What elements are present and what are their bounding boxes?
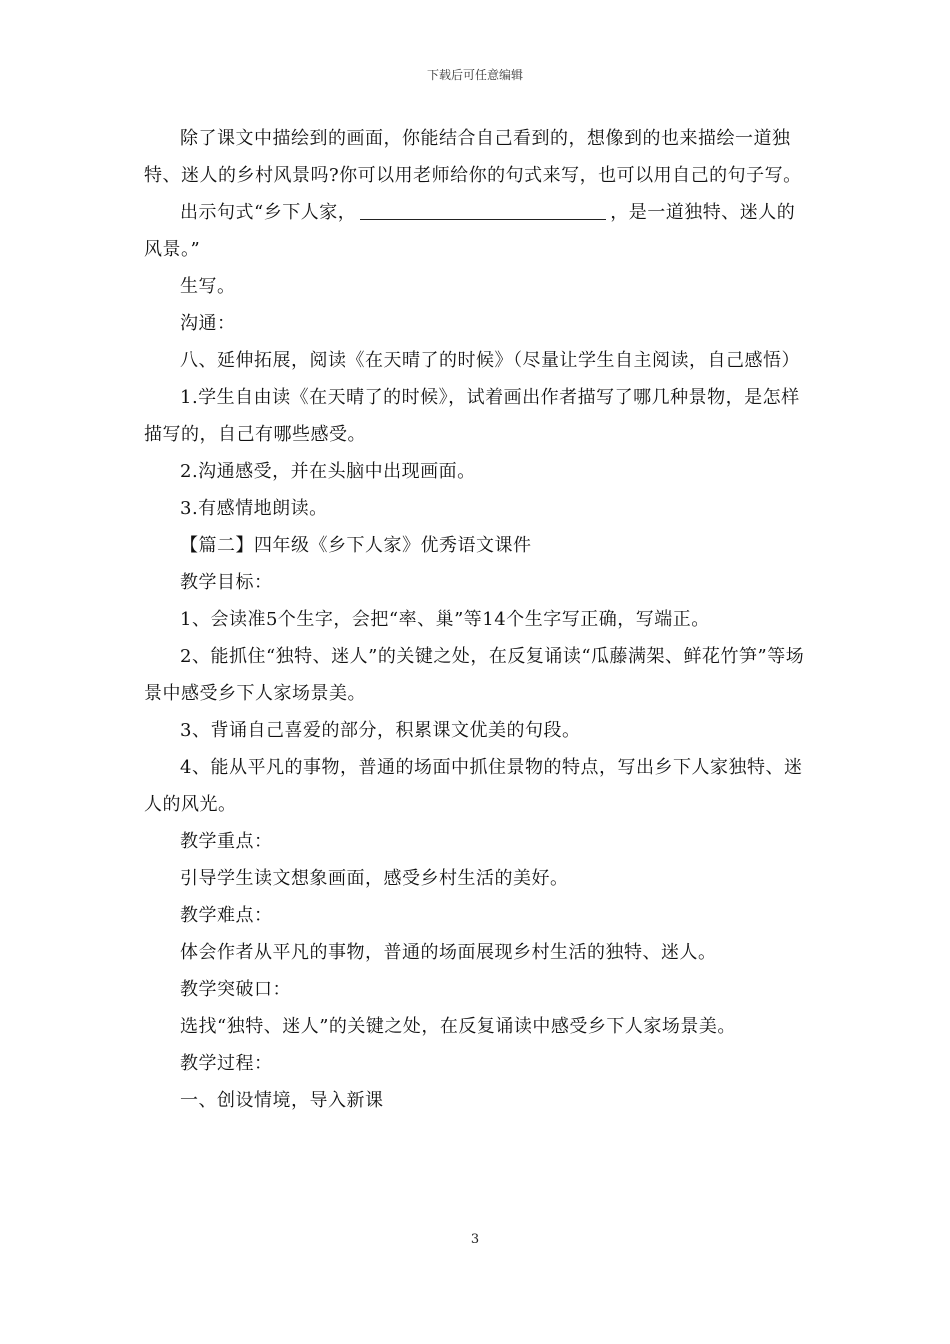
paragraph: 3.有感情地朗读。 [180,498,328,519]
paragraph: 1、会读准5个生字，会把“率、巢”等14个生字写正确，写端正。 [180,609,710,630]
paragraph: 引导学生读文想象画面，感受乡村生活的美好。 [180,868,569,889]
paragraph: 教学过程： [180,1053,273,1074]
paragraph: 教学难点： [180,905,273,926]
paragraph: 教学突破口： [180,979,291,1000]
paragraph: 2、能抓住“独特、迷人”的关键之处，在反复诵读“瓜藤满架、鲜花竹笋”等场景中感受乡下人家场景美。 [144,646,805,704]
paragraph: 除了课文中描绘到的画面，你能结合自己看到的，想像到的也来描绘一道独特、迷人的乡村风景吗?你可以用老师给你的句式来写，也可以用自己的句子写。 [144,128,802,186]
document-body [144,120,808,1119]
paragraph-fill-in [144,194,808,268]
fill-in-blank [360,201,606,220]
paragraph: 3、背诵自己喜爱的部分，积累课文优美的句段。 [180,720,581,741]
paragraph: 沟通： [180,313,236,334]
fill-in-suffix: ，是一道独特、迷人的风景。” [144,202,796,260]
paragraph: 教学目标： [180,572,273,593]
page-header: 下载后可任意编辑 [426,68,523,82]
paragraph: 选找“独特、迷人”的关键之处，在反复诵读中感受乡下人家场景美。 [180,1016,736,1037]
paragraph: 1.学生自由读《在天晴了的时候》，试着画出作者描写了哪几种景物，是怎样描写的，自己有哪些感受。 [144,387,800,445]
paragraph: 2.沟通感受，并在头脑中出现画面。 [180,461,476,482]
paragraph: 八、延伸拓展，阅读《在天晴了的时候》（尽量让学生自主阅读，自己感悟） [180,350,800,371]
page-number: 3 [470,1232,480,1247]
paragraph: 一、创设情境，导入新课 [180,1090,384,1111]
paragraph: 生写。 [180,276,236,297]
paragraph: 4、能从平凡的事物，普通的场面中抓住景物的特点，写出乡下人家独特、迷人的风光。 [144,757,803,815]
fill-in-prefix: 出示句式“乡下人家， [180,202,357,223]
section-heading: 【篇二】四年级《乡下人家》优秀语文课件 [180,535,532,556]
paragraph: 教学重点： [180,831,273,852]
paragraph: 体会作者从平凡的事物，普通的场面展现乡村生活的独特、迷人。 [180,942,717,963]
